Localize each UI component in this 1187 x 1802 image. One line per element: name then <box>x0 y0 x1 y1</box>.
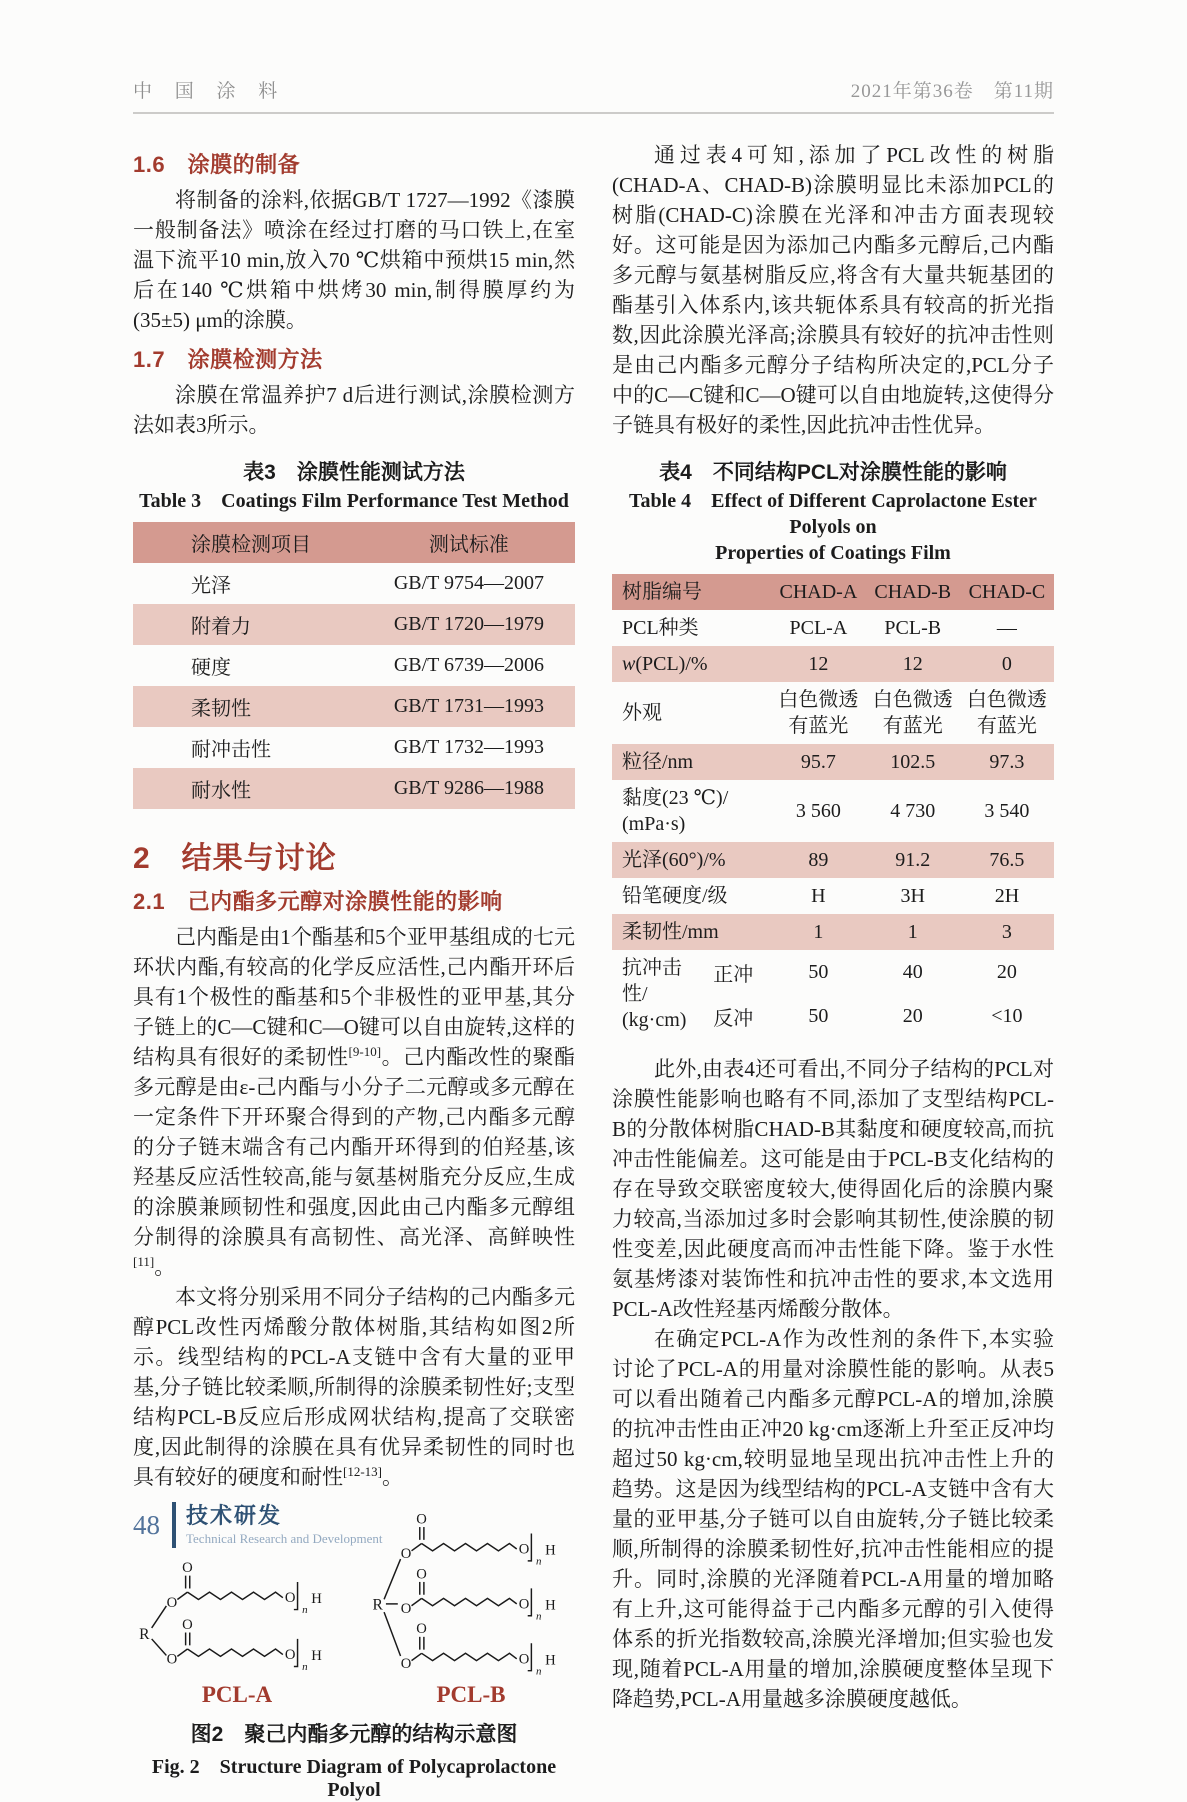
citation-ref: [11] <box>133 1254 155 1269</box>
table4-header-cell: 树脂编号 <box>622 581 702 603</box>
section-2-title: 2 结果与讨论 <box>133 842 337 875</box>
table3-header-row <box>133 522 575 563</box>
table4-caption-en-line1: Table 4 Effect of Different Caprolactone Ester Polyols on <box>629 490 1037 538</box>
table3-cell: GB/T 1732—1993 <box>393 736 545 758</box>
figure2-caption-cn: 图2 聚己内酯多元醇的结构示意图 <box>190 1723 518 1746</box>
table4-header-cell: CHAD-A <box>779 581 858 603</box>
table4-cell: 20 <box>996 961 1017 983</box>
table4-cell: 12 <box>902 653 923 675</box>
table4-cell: 白色微透有蓝光 <box>966 689 1047 737</box>
pcl-b-label: PCL-B <box>436 1682 506 1707</box>
table4-cell: 20 <box>902 1005 923 1027</box>
table4-cell: H <box>811 885 826 907</box>
table4-cell: 3H <box>900 885 925 907</box>
table3-header-item: 涂膜检测项目 <box>191 534 311 556</box>
paragraph-text: 。 <box>154 1255 176 1279</box>
figure-2 <box>133 1502 575 1802</box>
table-row <box>133 768 575 809</box>
table3-cell: GB/T 9286—1988 <box>393 777 545 799</box>
table-row <box>612 914 1054 950</box>
section-2-1-title: 2.1 己内酯多元醇对涂膜性能的影响 <box>133 889 503 914</box>
label-text: (PCL)/% <box>635 653 708 675</box>
table4-header-row <box>612 574 1054 610</box>
label-text: 抗冲击性/ <box>622 957 682 1005</box>
label-text: 黏度(23 ℃)/ <box>622 787 729 809</box>
table-row <box>133 645 575 686</box>
table4-cell: 91.2 <box>895 849 931 871</box>
table-row <box>612 878 1054 914</box>
table4-cell: 12 <box>808 653 829 675</box>
section-1-7-body: 涂膜在常温养护7 d后进行测试,涂膜检测方法如表3所示。 <box>133 383 575 437</box>
figure2-caption-en: Fig. 2 Structure Diagram of Polycaprolactone Polyol <box>151 1756 557 1801</box>
table4-cell: 白色微透有蓝光 <box>778 689 859 737</box>
label-text-line2: (kg·cm) <box>622 1009 687 1031</box>
table4-cell: 76.5 <box>989 849 1025 871</box>
structure-pcl-a <box>137 1554 337 1708</box>
table4-cell: 柔韧性/mm <box>622 921 719 943</box>
r-group-atom: R <box>372 1596 383 1614</box>
paragraph-text: 。 <box>382 1465 403 1489</box>
table4-cell: 40 <box>902 961 923 983</box>
table4-caption-cn: 表4 不同结构PCL对涂膜性能的影响 <box>659 461 1007 484</box>
right-paragraph-3: 在确定PCL-A作为改性剂的条件下,本实验讨论了PCL-A的用量对涂膜性能的影响。从表5可以看出随着己内酯多元醇PCL-A的增加,涂膜的抗冲击性由正冲20 kg·cm逐渐上升至正反冲均超过50 kg·cm,较明显地呈现出抗冲击性上升的趋势。这是因为线型结构的PCL-A支链中含有大量的亚甲基,分子链可以自由旋转,分子链比较柔顺,所制得的涂膜柔韧性好,抗冲击性能相应的提升。同时,涂膜的光泽随着PCL-A用量的增加略有上升,这可能得益于己内酯多元醇的引入使得体系的折光指数较高,涂膜光泽增加;但实验也发现,随着PCL-A用量的增加,涂膜硬度整体呈现下降趋势,PCL-A用量越多涂膜硬度越低。 <box>612 1327 1054 1711</box>
table-row <box>612 780 1054 842</box>
table4-cell: 102.5 <box>890 751 936 773</box>
section-1-7-title: 1.7 涂膜检测方法 <box>133 347 323 372</box>
r-group-atom: R <box>139 1625 150 1643</box>
table3-cell: GB/T 6739—2006 <box>393 654 545 676</box>
table4-cell: 铅笔硬度/级 <box>622 885 728 907</box>
table4-cell: 外观 <box>622 702 662 724</box>
table-row <box>612 682 1054 744</box>
table-row <box>133 604 575 645</box>
journal-name: 中 国 涂 料 <box>133 81 287 102</box>
table4-cell: 4 730 <box>890 800 936 822</box>
table4-caption-en-line2: Properties of Coatings Film <box>715 542 951 564</box>
table3-cell: 柔韧性 <box>191 698 251 720</box>
section-1-6-title: 1.6 涂膜的制备 <box>133 152 301 177</box>
footer-section-en: Technical Research and Development <box>186 1530 383 1546</box>
table4-subrow-label: 正冲 <box>713 963 754 986</box>
table4-cell <box>612 646 771 682</box>
table4-cell: 50 <box>808 961 829 983</box>
table3-cell: 硬度 <box>191 657 231 679</box>
footer-section-cn: 技术研发 <box>186 1502 283 1528</box>
table-row <box>133 727 575 768</box>
table3-cell: GB/T 1731—1993 <box>393 695 545 717</box>
table-row <box>612 610 1054 646</box>
table4-cell: 1 <box>907 921 918 943</box>
table4-header-cell: CHAD-C <box>968 581 1046 603</box>
table4-cell: 2H <box>994 885 1020 907</box>
table3-caption-cn: 表3 涂膜性能测试方法 <box>243 461 465 484</box>
table4-cell <box>612 780 771 842</box>
table-row <box>133 686 575 727</box>
footer-divider <box>172 1502 176 1548</box>
table4-cell: 3 <box>1001 921 1012 943</box>
table3 <box>133 522 575 809</box>
table4-cell: 95.7 <box>800 751 836 773</box>
table3-cell: 光泽 <box>191 575 231 597</box>
section-2-1-paragraph-1 <box>133 922 575 1282</box>
table3-cell: GB/T 1720—1979 <box>393 613 545 635</box>
right-paragraph-2: 此外,由表4还可看出,不同分子结构的PCL对涂膜性能影响也略有不同,添加了支型结构PCL-B的分散体树脂CHAD-B其黏度和硬度较高,而抗冲击性能偏差。这可能是由于PCL-B支化结构的存在导致交联密度较大,使得固化后的涂膜内聚力较高,当添加过多时会影响其韧性,使涂膜的韧性变差,因此硬度高而冲击性能下降。鉴于水性氨基烤漆对装饰性和抗冲击性的要求,本文选用PCL-A改性羟基丙烯酸分散体。 <box>612 1057 1054 1321</box>
table3-cell: 耐冲击性 <box>191 739 271 761</box>
pcl-a-structure-drawing <box>137 1554 337 1678</box>
table4-cell: 3 540 <box>984 800 1030 822</box>
table4-cell: 白色微透有蓝光 <box>872 689 953 737</box>
table4-cell: PCL种类 <box>622 617 699 639</box>
page-number: 48 <box>133 1509 160 1540</box>
pcl-b-structure-drawing <box>371 1506 571 1678</box>
table4-cell: <10 <box>991 1005 1023 1027</box>
page-footer <box>133 1502 383 1548</box>
table4-cell: 0 <box>1001 653 1012 675</box>
paragraph-text: 。己内酯改性的聚酯多元醇是由ε-己内酯与小分子二元醇或多元醇在一定条件下开环聚合得到的产物,己内酯多元醇的分子链末端含有己内酯开环得到的伯羟基,该羟基反应活性较高,能与氨基树脂充分反应,生成的涂膜兼顾韧性和强度,因此由己内酯多元醇组分制得的涂膜具有高韧性、高光泽、高鲜映性 <box>133 1045 576 1249</box>
citation-ref: [12-13] <box>343 1464 382 1479</box>
table-row <box>133 563 575 604</box>
table4-cell: 89 <box>808 849 829 871</box>
paragraph-text: 本文将分别采用不同分子结构的己内酯多元醇PCL改性丙烯酸分散体树脂,其结构如图2所示。线型结构的PCL-A支链中含有大量的亚甲基,分子链比较柔顺,所制得的涂膜柔韧性好;支型结构PCL-B反应后形成网状结构,提高了交联密度,因此制得的涂膜在具有优异柔韧性的同时也具有较好的硬度和耐性 <box>133 1285 575 1489</box>
section-1-6-body: 将制备的涂料,依据GB/T 1727—1992《漆膜一般制备法》喷涂在经过打磨的马口铁上,在室温下流平10 min,放入70 ℃烘箱中预烘15 min,然后在140 ℃烘箱中烘烤30 min,制得膜厚约为(35±5) μm的涂膜。 <box>133 188 575 332</box>
structure-pcl-b <box>371 1506 571 1708</box>
section-2-1-paragraph-2 <box>133 1282 575 1492</box>
table3-cell: 附着力 <box>191 616 251 638</box>
citation-ref: [9-10] <box>348 1044 382 1059</box>
table4-cell: 50 <box>808 1005 829 1027</box>
table4-subrow-label: 反冲 <box>713 1007 754 1030</box>
issue-info: 2021年第36卷 第11期 <box>850 81 1054 102</box>
running-head <box>133 76 1054 114</box>
table4-cell: 3 560 <box>795 800 841 822</box>
table4-cell: 粒径/nm <box>622 751 694 773</box>
table4-cell: 1 <box>813 921 824 943</box>
right-paragraph-1: 通过表4可知,添加了PCL改性的树脂(CHAD-A、CHAD-B)涂膜明显比未添加PCL的树脂(CHAD-C)涂膜在光泽和冲击方面表现较好。这可能是因为添加己内酯多元醇后,己内酯多元醇与氨基树脂反应,将含有大量共轭基团的酯基引入体系内,该共轭体系具有较高的折光指数,因此涂膜光泽高;涂膜具有较好的抗冲击性则是由己内酯多元醇分子结构所决定的,PCL分子中的C—C键和C—O键可以自由地旋转,这使得分子链具有极好的柔性,因此抗冲击性优异。 <box>612 143 1054 437</box>
table3-caption-en: Table 3 Coatings Film Performance Test Method <box>139 490 569 512</box>
table4-cell: 光泽(60°)/% <box>622 849 726 871</box>
table3-cell: 耐水性 <box>191 780 251 802</box>
table4-header-cell: CHAD-B <box>874 581 952 603</box>
italic-symbol: w <box>622 653 636 675</box>
table-row <box>612 950 1054 994</box>
table-row <box>612 842 1054 878</box>
table4 <box>612 574 1054 1038</box>
table4-cell: — <box>996 617 1017 639</box>
table4-cell: 97.3 <box>989 751 1025 773</box>
table-row <box>612 744 1054 780</box>
pcl-a-label: PCL-A <box>201 1682 273 1707</box>
table3-header-standard: 测试标准 <box>428 534 509 556</box>
table3-cell: GB/T 9754—2007 <box>393 572 545 594</box>
table4-cell: PCL-B <box>884 617 942 639</box>
paragraph-text: 己内酯是由1个酯基和5个亚甲基组成的七元环状内酯,有较高的化学反应活性,己内酯开环后具有1个极性的酯基和5个非极性的亚甲基,其分子链上的C—C键和C—O键可以自由旋转,这样的结构具有很好的柔韧性 <box>133 925 575 1069</box>
right-column <box>612 140 1054 1802</box>
table-row <box>612 646 1054 682</box>
table4-cell <box>612 950 709 1038</box>
label-text-line2: (mPa·s) <box>622 813 686 835</box>
left-column <box>133 140 575 1802</box>
table4-cell: PCL-A <box>789 617 848 639</box>
